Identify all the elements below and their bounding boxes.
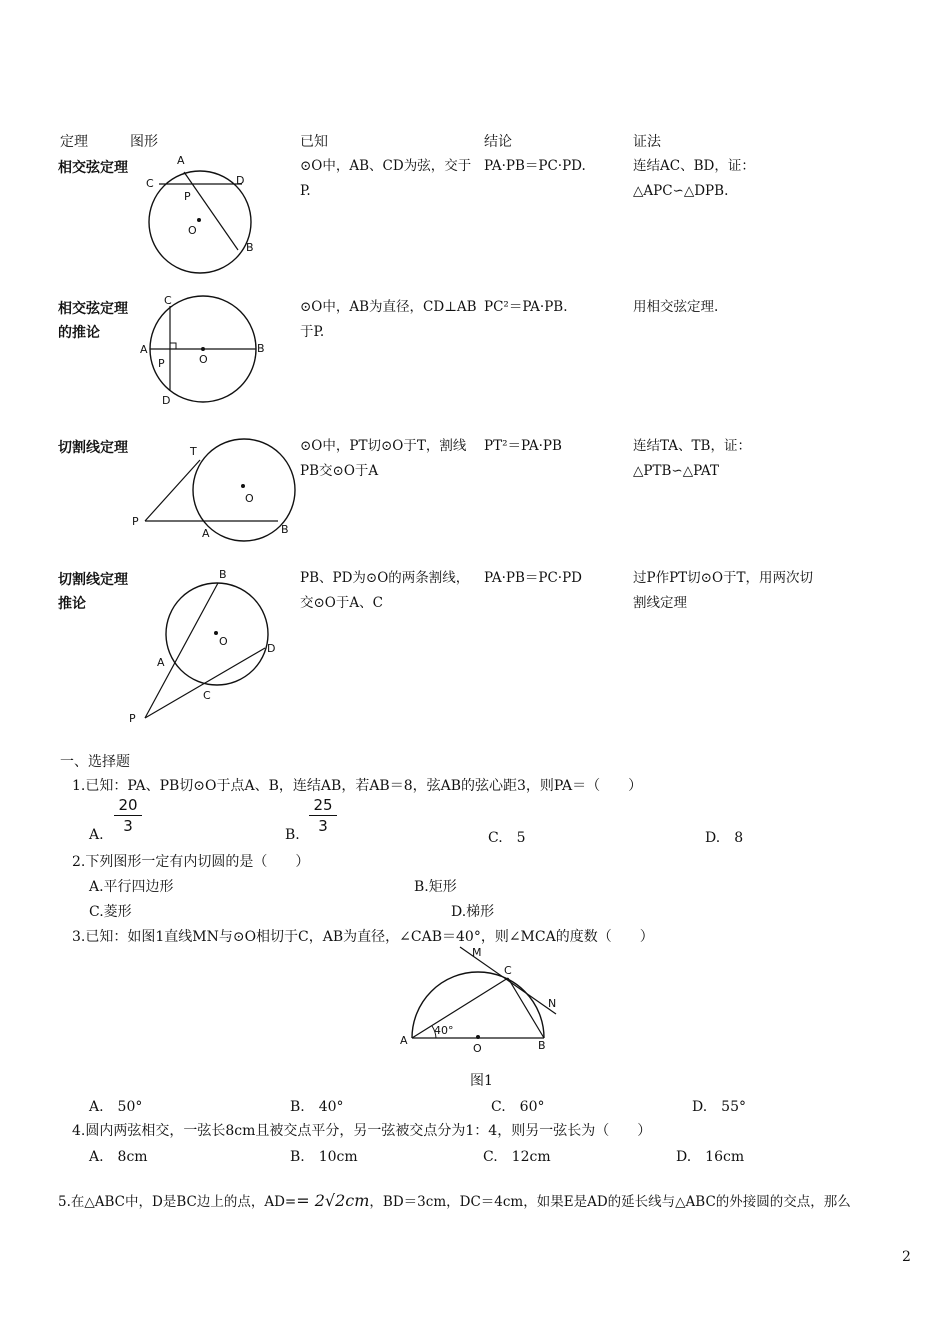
label-C: C: [504, 964, 512, 977]
label-D: D: [267, 642, 276, 655]
question-5-stem: 5.在△ABC中，D是BC边上的点，AD== 2√2cm，BD＝3cm，DC＝4cm，如果E是AD的延长线与△ABC的外接圆的交点，那么: [58, 1191, 851, 1210]
page-number: 2: [902, 1249, 911, 1265]
q4-option-c: C. 12cm: [483, 1149, 551, 1165]
q4-option-b: B. 10cm: [290, 1149, 358, 1165]
conclusion-4: PA·PB＝PC·PD: [484, 570, 583, 586]
proof-2: 用相交弦定理.: [633, 299, 719, 315]
figure-intersecting-chords: [138, 150, 268, 280]
label-T: T: [190, 445, 197, 458]
label-B: B: [281, 523, 289, 536]
label-O: O: [245, 492, 254, 505]
figure-1-caption: 图1: [470, 1073, 493, 1089]
figure-secant-corollary: [125, 564, 285, 726]
label-A: A: [202, 527, 210, 540]
proof-4: 过P作PT切⊙O于T，用两次切割线定理: [633, 570, 814, 611]
label-C: C: [164, 294, 172, 307]
label-A: A: [400, 1034, 408, 1047]
q1-option-c: C. 5: [488, 830, 526, 846]
q1-option-a-fraction: [114, 796, 142, 835]
label-angle-40: 40°: [434, 1024, 454, 1037]
label-B: B: [219, 568, 227, 581]
q1-a-numerator: 20: [118, 796, 138, 814]
q4-option-d: D. 16cm: [676, 1149, 745, 1165]
label-A: A: [157, 656, 165, 669]
label-B: B: [538, 1039, 546, 1052]
q3-option-a: A. 50°: [89, 1099, 143, 1115]
label-D: D: [236, 174, 245, 187]
figure-1-semicircle-tangent: [398, 944, 568, 1058]
q1-option-a-label: A.: [89, 827, 104, 843]
q3-option-b: B. 40°: [290, 1099, 344, 1115]
q3-option-d: D. 55°: [692, 1099, 746, 1115]
question-1-stem: 1.已知：PA、PB切⊙O于点A、B，连结AB，若AB＝8，弦AB的弦心距3，则PA＝（ ）: [72, 778, 643, 794]
question-4-stem: 4.圆内两弦相交，一弦长8cm且被交点平分，另一弦被交点分为1：4，则另一弦长为（ ）: [72, 1123, 652, 1139]
q1-option-d: D. 8: [705, 830, 744, 846]
given-3: ⊙O中，PT切⊙O于T，割线PB交⊙O于A: [300, 438, 467, 479]
label-B: B: [246, 241, 254, 254]
figure-tangent-secant: [128, 432, 300, 544]
label-B: B: [257, 342, 265, 355]
theorem-name-2: 相交弦定理的推论: [58, 301, 128, 341]
label-O: O: [188, 224, 197, 237]
label-A: A: [177, 154, 185, 167]
theorem-name-4: 切割线定理推论: [58, 572, 128, 612]
label-D: D: [162, 394, 171, 407]
q4-option-a: A. 8cm: [89, 1149, 148, 1165]
label-N: N: [548, 997, 557, 1010]
theorem-name-1: 相交弦定理: [58, 160, 128, 176]
label-O: O: [199, 353, 208, 366]
header-proof: 证法: [633, 134, 661, 150]
label-P: P: [129, 712, 136, 725]
given-1: ⊙O中，AB、CD为弦，交于P.: [300, 158, 472, 199]
q1-b-denominator: 3: [318, 817, 328, 835]
header-figure: 图形: [130, 134, 158, 150]
conclusion-1: PA·PB＝PC·PD.: [484, 158, 586, 174]
q2-option-d: D.梯形: [451, 904, 495, 920]
header-theorem: 定理: [60, 134, 88, 150]
q1-option-b-fraction: [309, 796, 337, 835]
q3-option-c: C. 60°: [491, 1099, 545, 1115]
conclusion-2: PC²＝PA·PB.: [484, 299, 568, 315]
label-P: P: [158, 357, 165, 370]
q1-option-b-label: B.: [285, 827, 300, 843]
label-C: C: [203, 689, 211, 702]
q5-ad-length: = 2√2cm: [296, 1191, 370, 1210]
header-given: 已知: [300, 134, 328, 150]
q2-option-a: A.平行四边形: [89, 879, 174, 895]
q1-b-numerator: 25: [313, 796, 333, 814]
theorem-name-3: 切割线定理: [58, 440, 128, 456]
label-M: M: [472, 946, 482, 959]
label-A: A: [140, 343, 148, 356]
proof-1: 连结AC、BD，证：△APC∽△DPB.: [633, 158, 755, 199]
question-3-stem: 3.已知：如图1直线MN与⊙O相切于C，AB为直径，∠CAB＝40°，则∠MCA的度数（ ）: [72, 929, 654, 945]
label-P: P: [184, 190, 191, 203]
conclusion-3: PT²＝PA·PB: [484, 438, 562, 454]
q2-option-b: B.矩形: [414, 879, 457, 895]
section-title: 一、选择题: [60, 754, 130, 770]
label-P: P: [132, 515, 139, 528]
given-4: PB、PD为⊙O的两条割线，交⊙O于A、C: [300, 570, 470, 611]
q2-option-c: C.菱形: [89, 904, 132, 920]
q1-a-denominator: 3: [123, 817, 133, 835]
header-conclusion: 结论: [484, 134, 512, 150]
label-O: O: [473, 1042, 482, 1055]
proof-3: 连结TA、TB，证：△PTB∽△PAT: [633, 438, 751, 479]
figure-chord-corollary: [136, 290, 271, 408]
question-2-stem: 2.下列图形一定有内切圆的是（ ）: [72, 854, 310, 870]
label-C: C: [146, 177, 154, 190]
given-2: ⊙O中，AB为直径，CD⊥AB于P.: [300, 299, 477, 340]
label-O: O: [219, 635, 228, 648]
